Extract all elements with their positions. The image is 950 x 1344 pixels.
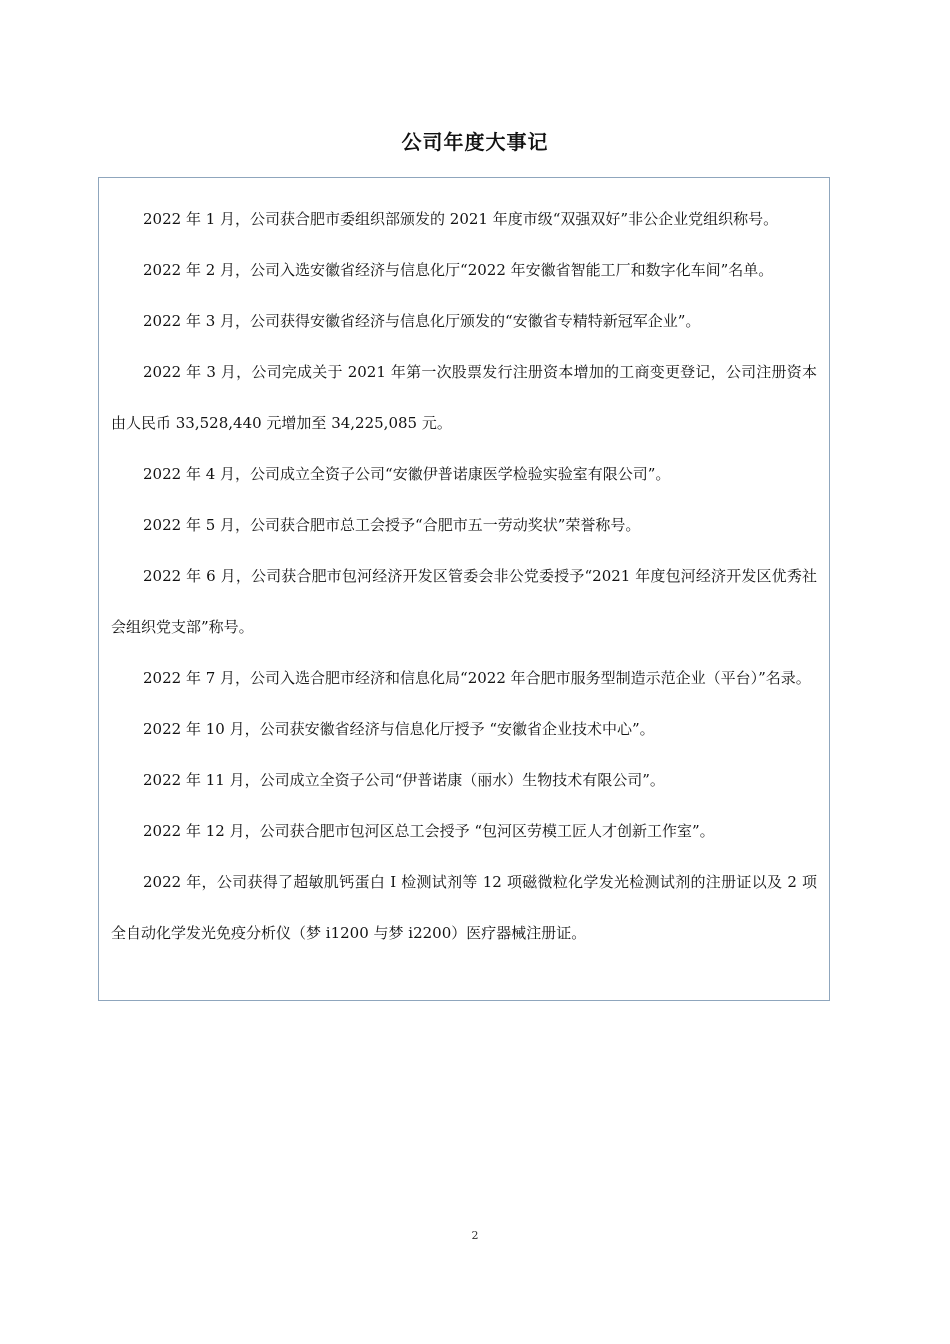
event-2022-12: 2022 年 12 月，公司获合肥市包河区总工会授予 “包河区劳模工匠人才创新工作室”。: [143, 822, 715, 840]
page-title: 公司年度大事记: [401, 130, 549, 154]
events-box: [98, 177, 830, 1001]
event-2022-05: 2022 年 5 月，公司获合肥市总工会授予“合肥市五一劳动奖状”荣誉称号。: [143, 516, 641, 534]
event-2022-03-award: 2022 年 3 月，公司获得安徽省经济与信息化厅颁发的“安徽省专精特新冠军企业”。: [143, 312, 701, 330]
event-2022-02: 2022 年 2 月，公司入选安徽省经济与信息化厅“2022 年安徽省智能工厂和数字化车间”名单。: [143, 261, 774, 279]
event-2022-10: 2022 年 10 月，公司获安徽省经济与信息化厅授予 “安徽省企业技术中心”。: [143, 720, 655, 738]
event-2022-06: 2022 年 6 月，公司获合肥市包河经济开发区管委会非公党委授予“2021 年度包河经济开发区优秀社会组织党支部”称号。: [111, 567, 817, 636]
event-2022-04: 2022 年 4 月，公司成立全资子公司“安徽伊普诺康医学检验实验室有限公司”。: [143, 465, 671, 483]
event-2022-01: 2022 年 1 月，公司获合肥市委组织部颁发的 2021 年度市级“双强双好”非公企业党组织称号。: [143, 210, 779, 228]
event-2022-certificates: 2022 年，公司获得了超敏肌钙蛋白 I 检测试剂等 12 项磁微粒化学发光检测试剂的注册证以及 2 项全自动化学发光免疫分析仪（梦 i1200 与梦 i2200）医疗器械注册证。: [111, 873, 817, 942]
event-2022-03-capital: 2022 年 3 月，公司完成关于 2021 年第一次股票发行注册资本增加的工商变更登记，公司注册资本由人民币 33,528,440 元增加至 34,225,085 元。: [111, 363, 817, 432]
event-2022-07: 2022 年 7 月，公司入选合肥市经济和信息化局“2022 年合肥市服务型制造示范企业（平台）”名录。: [143, 669, 811, 687]
page-number: 2: [471, 1229, 479, 1242]
event-2022-11: 2022 年 11 月，公司成立全资子公司“伊普诺康（丽水）生物技术有限公司”。: [143, 771, 665, 789]
